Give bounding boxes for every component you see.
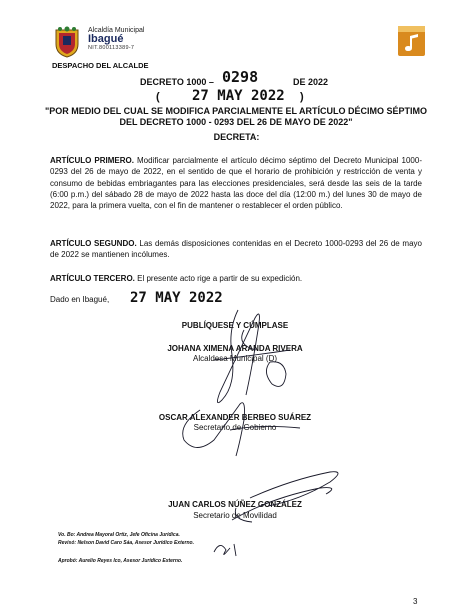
given-in-label: Dado en Ibagué, [50,295,110,304]
article-third-text: El presente acto rige a partir de su expedición. [137,274,303,283]
department-label: DESPACHO DEL ALCALDE [52,61,149,70]
article-second [50,238,422,261]
signatory-1-name: JOHANA XIMENA ARANDA RIVERA [167,344,303,353]
decree-title: "POR MEDIO DEL CUAL SE MODIFICA PARCIALMENTE EL ARTÍCULO DÉCIMO SÉPTIMO DEL DECRETO 1000 - 0293 DEL 26 DE MAYO DE 2022" [45,106,427,128]
article-first-text: Modificar parcialmente el artículo décimo séptimo del Decreto Municipal 1000-0293 del 26 de mayo de 2022, en el sentido de que el horario de prohibición y restricción de venta y consumo de bebidas embriagantes para las elecciones presidenciales, será desde las seis de la tarde (6:00 p.m.) del sábado 28 de mayo de 2022 hasta las doce del día (12:00 m.) del lunes 30 de mayo de 2022, para la primera vuelta, con el fin de mantener o restablecer el orden público. [50,156,422,211]
signatory-3-role: Secretario de Movilidad [193,511,277,520]
decree-year: DE 2022 [293,77,329,87]
article-second-heading: ARTÍCULO SEGUNDO. [50,239,137,248]
municipal-crest-logo [52,26,82,58]
article-second-text: Las demás disposiciones contenidas en el Decreto 1000-0293 del 26 de mayo de 2022 se mantienen incólumes. [50,239,422,260]
decreta-heading: DECRETA: [213,132,260,142]
decree-date-stamp: 27 MAY 2022 [192,88,285,104]
page-number: 3 [413,597,418,606]
org-line-1: Alcaldía Municipal [88,27,145,34]
org-line-2: Ibagué [88,33,124,46]
paren-close: ) [300,91,304,103]
given-date-stamp: 27 MAY 2022 [130,290,223,306]
signatory-1-role: Alcaldesa Municipal (D) [192,354,278,363]
publish-and-comply: PUBLÍQUESE Y CÚMPLASE [181,321,289,330]
article-first-heading: ARTÍCULO PRIMERO. [50,156,134,165]
article-third [50,273,422,284]
decree-number-stamp: 0298 [222,68,259,86]
decree-prefix: DECRETO 1000 – [140,77,214,87]
initials-mark [214,544,236,556]
review-vobo: Vo. Bo: Andrea Mayoral Ortiz, Jefe Oficina Jurídica. [58,532,180,538]
article-third-heading: ARTÍCULO TERCERO. [50,274,135,283]
review-reviso: Revisó: Nelson David Caro Sáa, Asesor Jurídico Externo. [58,540,194,546]
signatory-2-name: OSCAR ALEXANDER BERBEO SUÁREZ [158,413,312,422]
org-nit: NIT.800113389-7 [88,44,135,51]
signatory-3-name: JUAN CARLOS NÚÑEZ GONZÁLEZ [168,500,302,509]
paren-open: ( [156,91,160,103]
review-aprobo: Aprobó: Aurelio Reyes Ico, Asesor Jurídico Externo. [58,558,183,564]
music-note-badge-icon [398,26,425,56]
article-first [50,155,422,212]
signatory-2-role: Secretario de Gobierno [193,423,277,432]
organization-name [88,27,144,52]
